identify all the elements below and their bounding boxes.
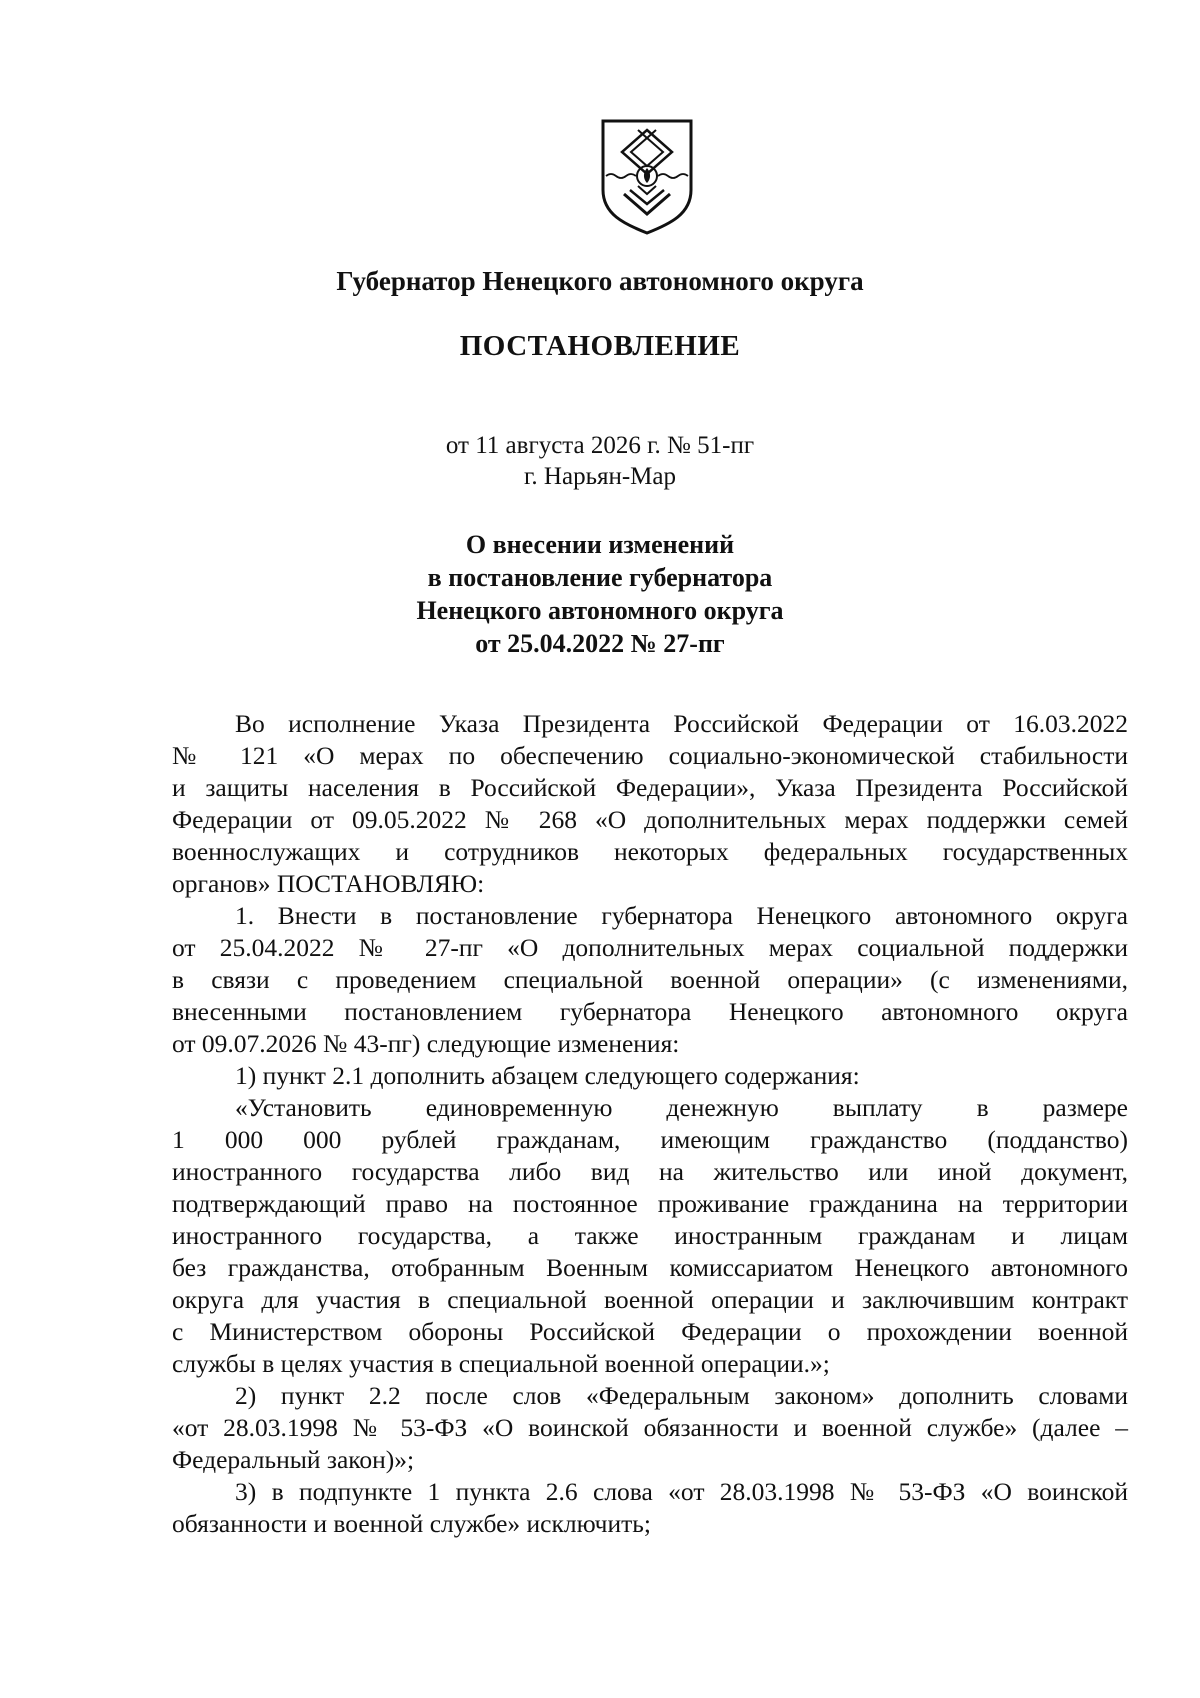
subitem-1-line: 1) пункт 2.1 дополнить абзацем следующего содержания: [235,1061,860,1090]
issuer-title: Губернатор Ненецкого автономного округа [336,266,864,296]
place: г. Нарьян-Мар [523,463,676,490]
quote-line: службы в целях участия в специальной военной операции.»; [172,1349,830,1378]
preamble-line: Федерации от 09.05.2022 № 268 «О дополнительных мерах поддержки семей [172,805,1128,834]
quote-line: с Министерством обороны Российской Федерации о прохождении военной [172,1317,1128,1346]
subject-line-4: от 25.04.2022 № 27-пг [475,629,725,658]
preamble-line: Во исполнение Указа Президента Российской Федерации от 16.03.2022 [235,709,1128,738]
preamble-line: и защиты населения в Российской Федерации», Указа Президента Российской [172,773,1128,802]
subitem-3-line: 3) в подпункте 1 пункта 2.6 слова «от 28.03.1998 № 53-ФЗ «О воинской [235,1477,1128,1506]
subject-line-3: Ненецкого автономного округа [416,596,784,625]
preamble [172,708,1128,900]
subject-line-2: в постановление губернатора [427,563,773,592]
quote-line: иностранного государства, а также иностранным гражданам и лицам [172,1221,1128,1250]
subitem-2 [172,1380,1128,1476]
nenets-coat-of-arms-icon [600,118,694,236]
subitem-2-line: Федеральный закон)»; [172,1445,415,1474]
preamble-line: военнослужащих и сотрудников некоторых федеральных государственных [172,837,1128,866]
subitem-1 [172,1060,1128,1092]
subitem-3 [172,1476,1128,1540]
date-number: от 11 августа 2026 г. № 51-пг [445,432,755,459]
quote-line: «Установить единовременную денежную выплату в размере [235,1093,1128,1122]
preamble-line: органов» ПОСТАНОВЛЯЮ: [172,869,485,898]
subitem-2-line: 2) пункт 2.2 после слов «Федеральным законом» дополнить словами [235,1381,1128,1410]
item-1-line: 1. Внести в постановление губернатора Ненецкого автономного округа [235,901,1128,930]
quoted-paragraph [172,1092,1128,1380]
subject-line-1: О внесении изменений [465,530,735,559]
item-1 [172,900,1128,1060]
quote-line: подтверждающий право на постоянное проживание гражданина на территории [172,1189,1128,1218]
subitem-3-line: обязанности и военной службе» исключить; [172,1509,652,1538]
subitem-2-line: «от 28.03.1998 № 53-ФЗ «О воинской обязанности и военной службе» (далее – [172,1413,1128,1442]
item-1-line: внесенными постановлением губернатора Ненецкого автономного округа [172,997,1128,1026]
body-text [172,708,1128,1540]
item-1-line: от 25.04.2022 № 27-пг «О дополнительных мерах социальной поддержки [172,933,1128,962]
quote-line: без гражданства, отобранным Военным комиссариатом Ненецкого автономного [172,1253,1128,1282]
item-1-line: от 09.07.2026 № 43-пг) следующие изменения: [172,1029,680,1058]
document-type: ПОСТАНОВЛЕНИЕ [459,330,741,362]
quote-line: 1 000 000 рублей гражданам, имеющим гражданство (подданство) [172,1125,1128,1154]
quote-line: иностранного государства либо вид на жительство или иной документ, [172,1157,1128,1186]
preamble-line: № 121 «О мерах по обеспечению социально-экономической стабильности [172,741,1128,770]
quote-line: округа для участия в специальной военной операции и заключившим контракт [172,1285,1128,1314]
item-1-line: в связи с проведением специальной военной операции» (с изменениями, [172,965,1128,994]
